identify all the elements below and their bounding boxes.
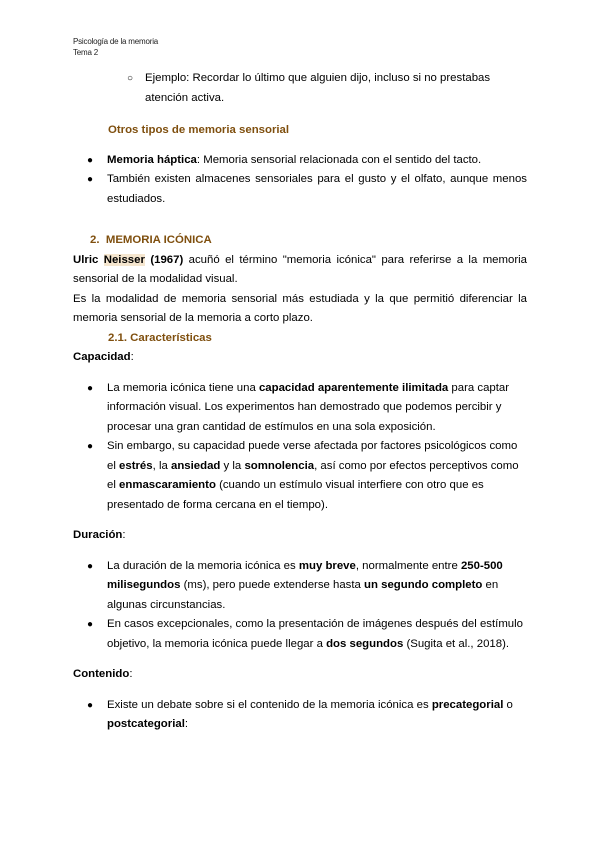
author-first: Ulric [73,253,99,266]
section-heading [73,231,527,251]
paragraph [73,251,527,290]
field-label: Duración: [73,529,126,541]
bullet-icon: ● [87,699,94,711]
list-text: También existen almacenes sensoriales para el gusto y el olfato, aunque menos estudiados. [107,173,527,205]
header-course: Psicología de la memoria [73,37,159,46]
bullet-icon: ● [87,174,94,185]
list-item: ● Sin embargo, su capacidad puede verse afectada por factores psicológicos como el estrés, la ansiedad y la somnolencia, así como por efectos perceptivos como el enmascaramiento (cuando un estímulo visual interfiere con otro que es presentado de forma cercana en el tiempo). [73,437,527,515]
field-label: Contenido: [73,668,133,680]
section-number: 2. [90,234,100,246]
bullet-icon: ● [87,560,94,572]
bullet-icon: ● [87,619,94,630]
sub-list-item [73,69,527,108]
list-text: : Memoria sensorial relacionada con el sentido del tacto. [196,153,482,166]
bold-term: Memoria háptica [107,153,197,166]
section-title: MEMORIA ICÓNICA [105,234,212,246]
page-header [73,36,158,58]
subsection-heading: Otros tipos de memoria sensorial [108,124,290,136]
bullet-icon: ● [87,154,94,166]
duracion-list [73,557,527,655]
paragraph: Es la modalidad de memoria sensorial más estudiada y la que permitió diferenciar la memoria sensorial de la memoria a corto plazo. [73,292,527,324]
capacidad-list [73,379,527,516]
otros-list [73,151,527,210]
list-item [73,151,527,171]
bullet-icon: ● [87,382,94,394]
header-topic: Tema 2 [73,48,99,57]
subsection-heading: 2.1. Características [108,331,212,344]
circle-bullet-icon: ○ [127,73,134,84]
bullet-icon: ● [87,441,94,452]
field-label: Capacidad: [73,351,134,363]
list-item: ● En casos excepcionales, como la presentación de imágenes después del estímulo objetivo, la memoria icónica puede llegar a dos segundos (Sugita et al., 2018). [73,615,527,654]
author-year: (1967) [150,253,184,266]
list-item: ● La duración de la memoria icónica es muy breve, normalmente entre 250-500 milisegundos (ms), pero puede extenderse hasta un segundo completo en algunas circunstancias. [73,557,527,616]
document-body [73,68,527,735]
list-item [73,170,527,209]
list-item: ● La memoria icónica tiene una capacidad aparentemente ilimitada para captar información visual. Los experimentos han demostrado que podemos percibir y procesar una gran cantidad de estímulos en una sola exposición. [73,379,527,438]
sub-list-text: Ejemplo: Recordar lo último que alguien dijo, incluso si no prestabas atención activa. [145,72,491,104]
paragraph-text: acuñó el término "memoria icónica" para referirse a la memoria sensorial de la modalidad visual. [73,253,527,285]
contenido-list [73,696,527,735]
author-last: Neisser [103,253,145,266]
list-item: ● Existe un debate sobre si el contenido de la memoria icónica es precategorial o postcategorial: [73,696,527,735]
